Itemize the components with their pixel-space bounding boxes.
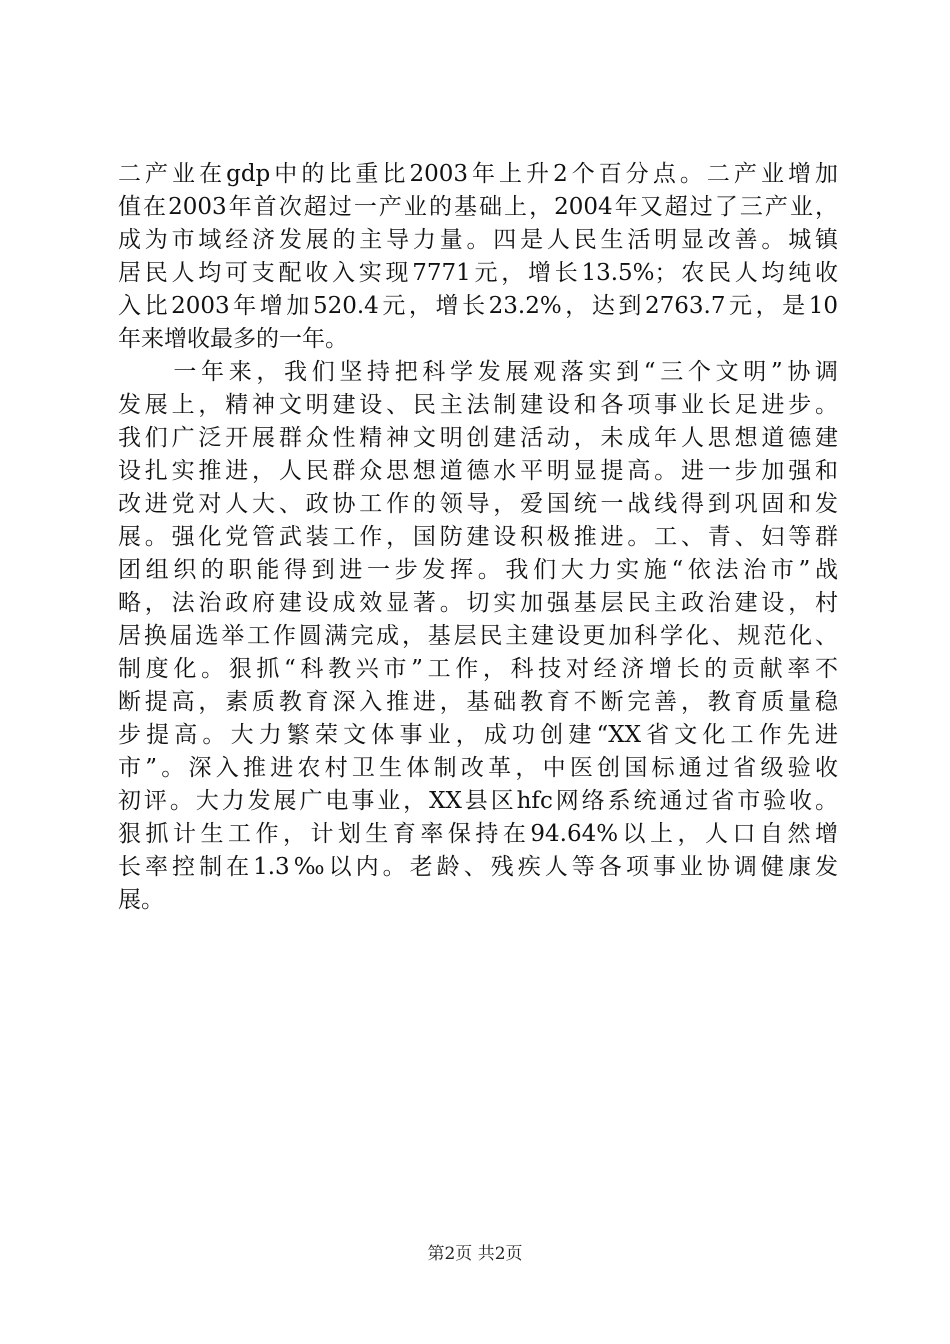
text-line: 展。 xyxy=(118,887,164,913)
text-line: 断提高，素质教育深入推进，基础教育不断完善，教育质量稳 xyxy=(118,689,838,715)
text-line: 一年来，我们坚持把科学发展观落实到“三个文明”协调 xyxy=(118,359,838,385)
text-line: 成为市域经济发展的主导力量。四是人民生活明显改善。城镇 xyxy=(118,227,838,253)
text-line: 居民人均可支配收入实现7771元，增长13.5%；农民人均纯收 xyxy=(118,260,838,286)
text-line: 年来增收最多的一年。 xyxy=(118,326,348,352)
text-line: 初评。大力发展广电事业，XX县区hfc网络系统通过省市验收。 xyxy=(118,788,838,814)
text-line: 入比2003年增加520.4元，增长23.2%，达到2763.7元，是10 xyxy=(118,293,838,319)
text-line: 改进党对人大、政协工作的领导，爱国统一战线得到巩固和发 xyxy=(118,491,838,517)
text-line: 步提高。大力繁荣文体事业，成功创建“XX省文化工作先进 xyxy=(118,722,838,748)
text-line: 团组织的职能得到进一步发挥。我们大力实施“依法治市”战 xyxy=(118,557,838,583)
text-line: 居换届选举工作圆满完成，基层民主建设更加科学化、规范化、 xyxy=(118,623,838,649)
text-line: 展。强化党管武装工作，国防建设积极推进。工、青、妇等群 xyxy=(118,524,838,550)
text-line: 发展上，精神文明建设、民主法制建设和各项事业长足进步。 xyxy=(118,392,838,418)
page-footer: 第2页 共2页 xyxy=(427,1244,523,1264)
text-line: 值在2003年首次超过一产业的基础上，2004年又超过了三产业， xyxy=(118,194,838,220)
text-line: 略，法治政府建设成效显著。切实加强基层民主政治建设，村 xyxy=(118,590,838,616)
text-line: 我们广泛开展群众性精神文明创建活动，未成年人思想道德建 xyxy=(118,425,838,451)
text-line: 制度化。狠抓“科教兴市”工作，科技对经济增长的贡献率不 xyxy=(118,656,838,682)
text-line: 二产业在gdp中的比重比2003年上升2个百分点。二产业增加 xyxy=(118,161,838,187)
text-line: 市”。深入推进农村卫生体制改革，中医创国标通过省级验收 xyxy=(118,755,838,781)
text-line: 设扎实推进，人民群众思想道德水平明显提高。进一步加强和 xyxy=(118,458,838,484)
text-line: 狠抓计生工作，计划生育率保持在94.64%以上，人口自然增 xyxy=(118,821,838,847)
text-line: 长率控制在1.3‰以内。老龄、残疾人等各项事业协调健康发 xyxy=(118,854,838,880)
body-text xyxy=(118,158,838,917)
